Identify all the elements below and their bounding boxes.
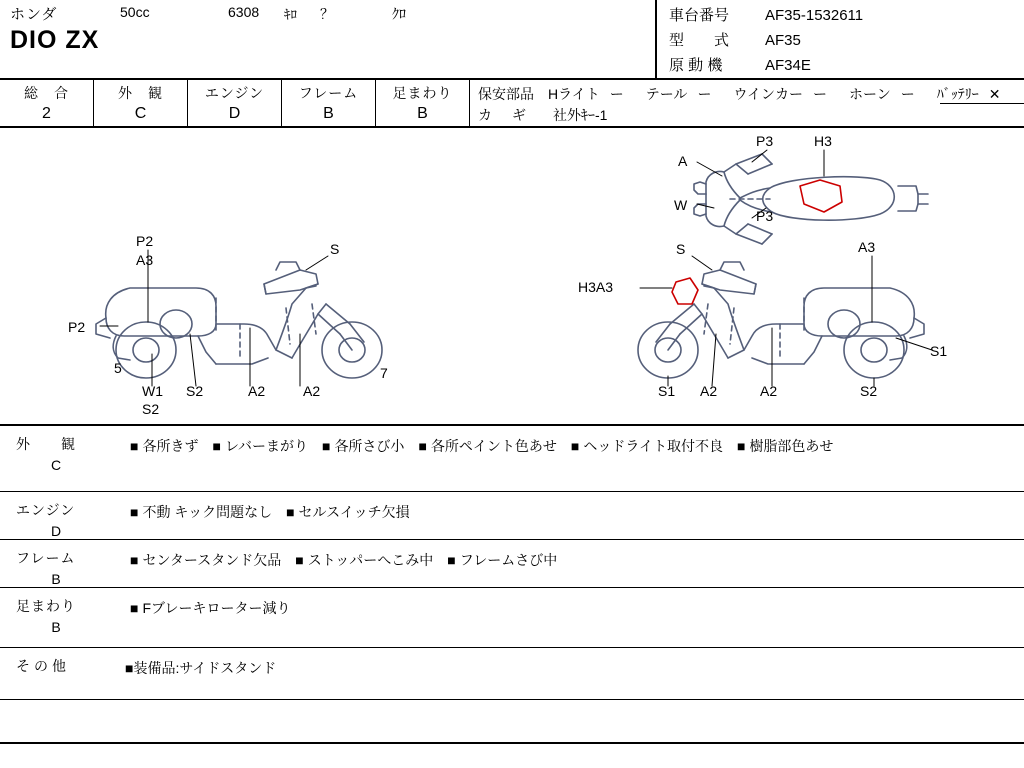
- grade-label-frame: フレーム: [298, 85, 359, 101]
- part-headlight-name: Hライト: [548, 86, 600, 102]
- comment-row-frame: [0, 540, 1024, 588]
- body-color: ｸﾛ: [392, 6, 406, 22]
- appearance-item-5: ヘッドライト取付不良: [583, 438, 723, 454]
- mileage-value: 6308: [228, 4, 260, 20]
- label-a-top: A: [678, 153, 688, 169]
- label-p3-bottom: P3: [756, 208, 774, 224]
- header-right: [655, 0, 1024, 78]
- label-p2-left-top: P2: [136, 233, 154, 249]
- appearance-item-6: 樹脂部色あせ: [749, 438, 834, 454]
- label-s1-right-2: S1: [658, 383, 676, 399]
- comment-grade-appearance: C: [50, 457, 62, 473]
- label-p2-left: P2: [68, 319, 86, 335]
- diagram-svg: [0, 128, 1024, 424]
- engine-value: AF34E: [765, 57, 811, 74]
- grade-value-engine: D: [228, 105, 241, 122]
- comment-row-other: [0, 648, 1024, 700]
- key-row: [478, 105, 607, 125]
- label-a2-right-2: A2: [760, 383, 778, 399]
- chassis-number-value: AF35-1532611: [765, 7, 864, 24]
- model-name: DIO ZX: [10, 26, 100, 54]
- comment-key-suspension-label: 足まわり: [16, 598, 76, 614]
- comment-key-frame-label: フレーム: [16, 550, 76, 566]
- grade-value-suspension: B: [417, 105, 428, 122]
- label-5-left: 5: [114, 360, 122, 376]
- engine-item-2: セルスイッチ欠損: [298, 504, 410, 520]
- comment-value-engine: ■ 不動 キック問題なし ■ セルスイッチ欠損: [130, 504, 410, 520]
- appearance-item-4: 各所ペイント色あせ: [430, 438, 557, 454]
- vehicle-diagram: [0, 128, 1024, 426]
- label-a3-left: A3: [136, 252, 154, 268]
- label-7-left: 7: [380, 365, 388, 381]
- comment-key-suspension: [16, 596, 126, 638]
- grade-value-appearance: C: [134, 105, 147, 122]
- engine-row: [669, 54, 811, 75]
- grade-cell-frame: [282, 80, 376, 126]
- label-s-left: S: [330, 241, 340, 257]
- label-p3-top: P3: [756, 133, 774, 149]
- engine-item-1: 不動 キック問題なし: [142, 504, 273, 520]
- safety-parts-label: 保安部品: [478, 86, 534, 102]
- part-battery-name: ﾊﾞｯﾃﾘｰ: [936, 86, 979, 102]
- part-headlight-state: ー: [609, 86, 624, 102]
- type-row: [669, 29, 801, 50]
- comment-grade-engine: D: [50, 523, 62, 539]
- mileage-question-mark: ？: [320, 6, 334, 22]
- comment-grade-suspension: B: [51, 619, 61, 635]
- header-left: [0, 0, 655, 78]
- damage-marker-top: [800, 180, 842, 212]
- grade-cell-suspension: [376, 80, 470, 126]
- label-a2-left-1: A2: [248, 383, 266, 399]
- maker-name: ホンダ: [10, 6, 58, 23]
- grade-bar: [0, 80, 1024, 128]
- header: [0, 0, 1024, 80]
- label-w1-left: W1: [142, 383, 163, 399]
- grade-cell-total: [0, 80, 94, 126]
- top-view-drawing: [694, 154, 928, 244]
- comment-key-appearance-label: 外 観: [16, 436, 76, 452]
- part-tail-name: テール: [645, 86, 688, 102]
- safety-parts-row: [478, 84, 1011, 104]
- chassis-number-label: 車台番号: [669, 7, 730, 24]
- grade-cell-appearance: [94, 80, 188, 126]
- blank-row: [0, 700, 1024, 744]
- comment-key-other: [16, 656, 126, 677]
- damage-marker-side: [672, 278, 698, 304]
- label-s2-right: S2: [860, 383, 878, 399]
- chassis-number-row: [669, 4, 863, 25]
- grade-value-frame: B: [323, 105, 334, 122]
- grade-cell-engine: [188, 80, 282, 126]
- label-h3a3-right: H3A3: [578, 279, 614, 295]
- comment-key-appearance: [16, 434, 126, 476]
- appearance-item-1: 各所きず: [142, 438, 199, 454]
- label-h3-top: H3: [814, 133, 832, 149]
- type-label: 型 式: [669, 32, 730, 49]
- comment-row-appearance: [0, 426, 1024, 492]
- key-value: 社外ｷｰ-1: [553, 107, 608, 123]
- type-value: AF35: [765, 32, 801, 49]
- comment-key-engine: [16, 500, 126, 542]
- label-s2-left: S2: [186, 383, 204, 399]
- grade-label-engine: エンジン: [204, 85, 265, 101]
- comment-key-frame: [16, 548, 126, 590]
- appearance-item-2: レバーまがり: [224, 438, 308, 454]
- suspension-item-1: Fブレーキローター減り: [142, 600, 291, 616]
- label-s-right: S: [676, 241, 686, 257]
- frame-item-1: センタースタンド欠品: [142, 552, 282, 568]
- mileage-unit: ｷﾛ: [284, 7, 297, 22]
- part-battery-state: ✕: [988, 86, 1001, 102]
- right-side-view-drawing: [638, 262, 924, 378]
- comment-value-appearance: ■ 各所きず ■ レバーまがり ■ 各所さび小 ■ 各所ペイント色あせ ■ ヘッドライト取付不良 ■ 樹脂部色あせ: [130, 438, 834, 454]
- left-side-view-drawing: [96, 262, 382, 378]
- comment-value-frame: ■ センタースタンド欠品 ■ ストッパーへこみ中 ■ フレームさび中: [130, 552, 558, 568]
- part-horn-name: ホーン: [849, 86, 891, 102]
- appearance-item-3: 各所さび小: [334, 438, 405, 454]
- label-s1-right: S1: [930, 343, 948, 359]
- label-a3-right: A3: [858, 239, 876, 255]
- part-tail-state: ー: [697, 86, 712, 102]
- frame-item-2: ストッパーへこみ中: [307, 552, 434, 568]
- comment-value-other: ■装備品:サイドスタンド: [125, 660, 277, 676]
- comment-row-suspension: [0, 588, 1024, 648]
- engine-label: 原 動 機: [669, 57, 723, 74]
- comment-value-suspension: ■ Fブレーキローター減り: [130, 600, 291, 616]
- comment-key-engine-label: エンジン: [16, 502, 76, 518]
- comment-row-engine: [0, 492, 1024, 540]
- label-w-top: W: [674, 197, 688, 213]
- comment-key-other-label: その他: [16, 658, 70, 674]
- comment-grade-frame: B: [51, 571, 61, 587]
- displacement: 50cc: [120, 4, 150, 20]
- grade-label-suspension: 足まわり: [392, 85, 453, 101]
- label-s2-left-2: S2: [142, 401, 160, 417]
- label-a2-right-1: A2: [700, 383, 718, 399]
- parts-section: [470, 80, 1024, 126]
- label-a2-left-2: A2: [303, 383, 321, 399]
- grade-value-total: 2: [42, 105, 51, 122]
- grade-label-appearance: 外 観: [118, 85, 163, 101]
- frame-item-3: フレームさび中: [459, 552, 558, 568]
- part-winker-name: ウインカー: [733, 86, 804, 102]
- key-label: カ ギ: [478, 107, 529, 123]
- grade-label-total: 総 合: [24, 85, 69, 101]
- part-winker-state: ー: [813, 86, 828, 102]
- part-horn-state: ー: [900, 86, 915, 102]
